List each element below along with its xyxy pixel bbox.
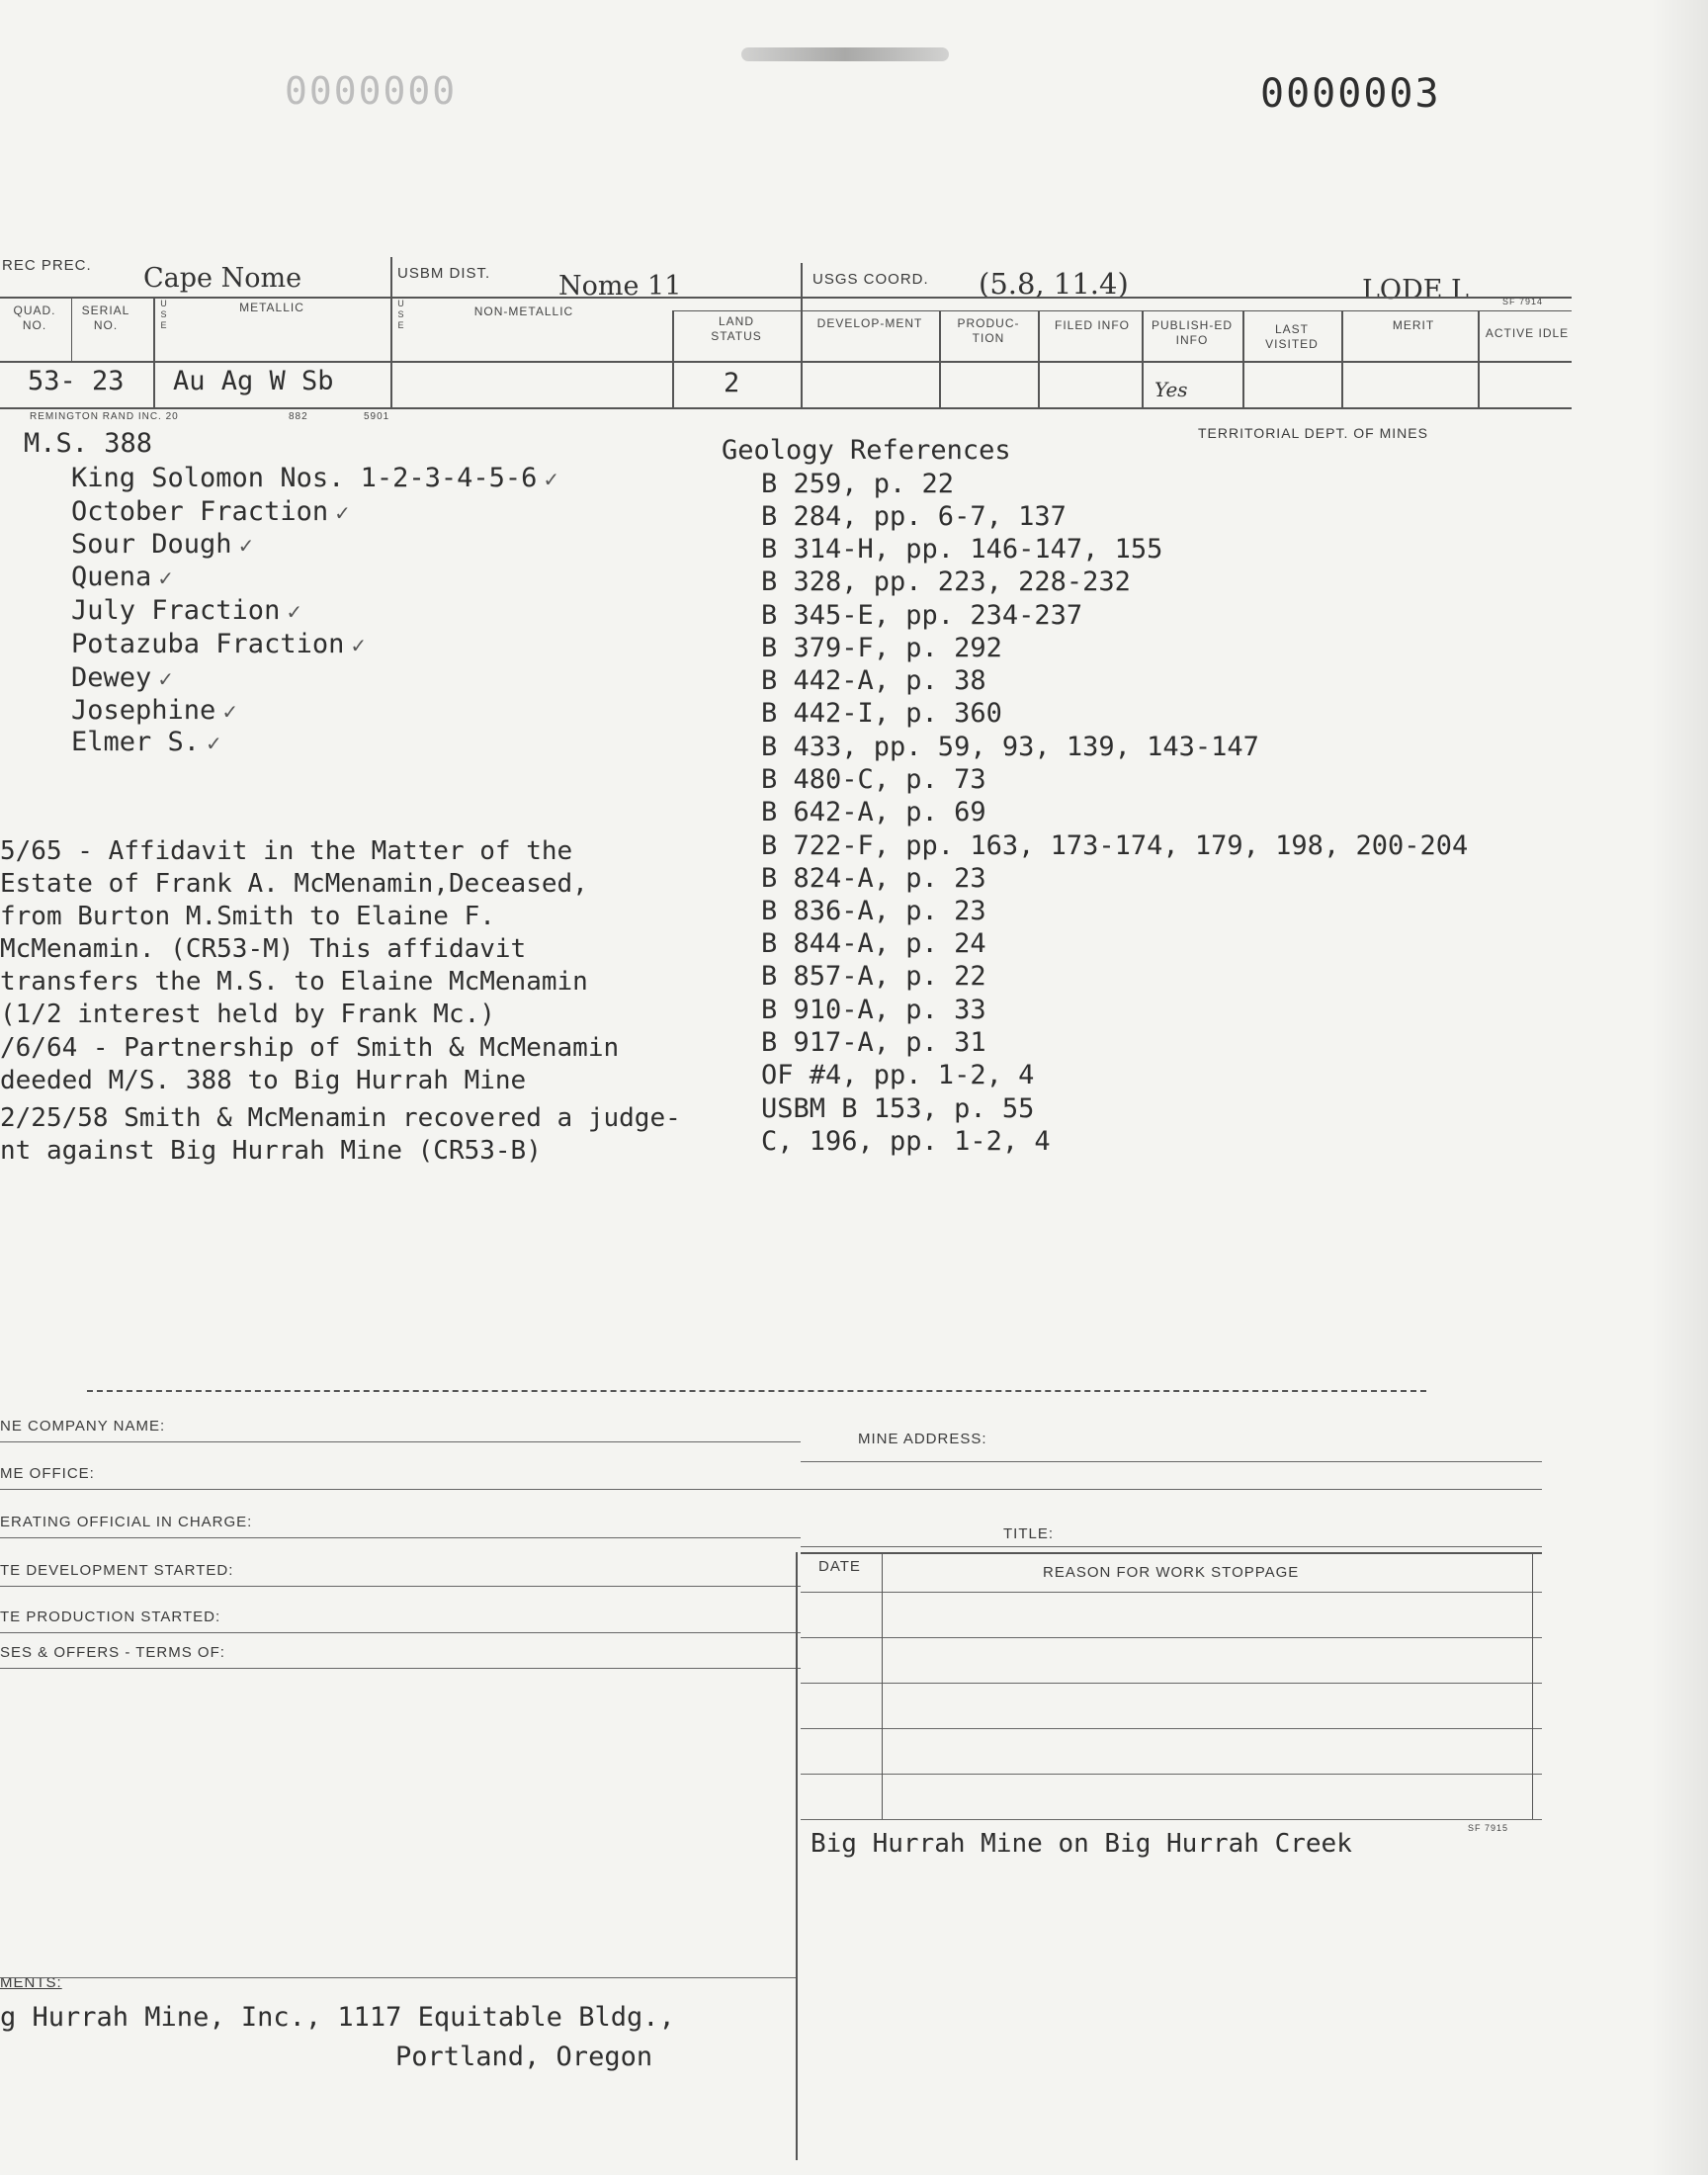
development-started-label: TE DEVELOPMENT STARTED: [0, 1562, 234, 1579]
geology-ref: B 722-F, pp. 163, 173-174, 179, 198, 200-204 [761, 830, 1469, 861]
history-line: McMenamin. (CR53-M) This affidavit [0, 934, 527, 964]
mine-address-label: MINE ADDRESS: [858, 1431, 987, 1447]
land-status-value: 2 [724, 368, 740, 398]
leases-offers-label: SES & OFFERS - TERMS OF: [0, 1644, 225, 1661]
usbm-dist-value: Nome 11 [558, 271, 682, 302]
col-merit: MERIT [1392, 318, 1435, 332]
dept-label: TERRITORIAL DEPT. OF MINES [1198, 425, 1428, 441]
owner-line-1: g Hurrah Mine, Inc., 1117 Equitable Bldg., [0, 2002, 675, 2033]
geology-ref: B 379-F, p. 292 [761, 633, 1002, 663]
claim-item [71, 629, 367, 659]
geology-ref: B 345-E, pp. 234-237 [761, 600, 1083, 631]
claim-name: Elmer S. [71, 727, 201, 757]
check-icon: ✓ [221, 700, 239, 724]
printer-line: REMINGTON RAND INC. 20 [30, 411, 179, 422]
lode-value: LODE L [1362, 275, 1469, 305]
geology-ref: B 857-A, p. 22 [761, 961, 986, 992]
geology-ref: B 442-A, p. 38 [761, 665, 986, 696]
claim-item [71, 595, 302, 626]
company-name-label: NE COMPANY NAME: [0, 1418, 166, 1435]
geology-heading: Geology References [722, 435, 1011, 466]
history-line: nt against Big Hurrah Mine (CR53-B) [0, 1136, 542, 1166]
history-line: deeded M/S. 388 to Big Hurrah Mine [0, 1066, 527, 1095]
owner-line-2: Portland, Oregon [395, 2042, 653, 2072]
history-line: 5/65 - Affidavit in the Matter of the [0, 836, 573, 866]
claim-name: Potazuba Fraction [71, 629, 345, 659]
claim-item [71, 662, 174, 693]
col-filed-info: FILED INFO [1054, 318, 1130, 332]
check-icon: ✓ [237, 534, 255, 558]
history-line: (1/2 interest held by Frank Mc.) [0, 1000, 495, 1029]
claim-item [71, 496, 351, 527]
history-line: Estate of Frank A. McMenamin,Deceased, [0, 869, 588, 899]
col-last-visited: LAST VISITED [1265, 322, 1319, 351]
geology-ref: B 259, p. 22 [761, 469, 955, 499]
usgs-coord-value: (5.8, 11.4) [979, 267, 1129, 301]
claim-item [71, 529, 254, 560]
title-label: TITLE: [1003, 1525, 1055, 1542]
record-number: 0000003 [1260, 71, 1441, 117]
col-active-idle: ACTIVE IDLE [1485, 326, 1570, 340]
form-code: SF 7914 [1502, 297, 1544, 306]
published-info-value: Yes [1154, 378, 1188, 401]
claim-item [71, 562, 174, 592]
claim-name: Quena [71, 562, 152, 592]
geology-ref: C, 196, pp. 1-2, 4 [761, 1126, 1051, 1157]
usgs-coord-label: USGS COORD. [812, 271, 929, 288]
clip-mark [741, 47, 949, 61]
history-line: 2/25/58 Smith & McMenamin recovered a judge- [0, 1103, 681, 1133]
small-form-code: SF 7915 [1468, 1823, 1509, 1833]
history-line: transfers the M.S. to Elaine McMenamin [0, 967, 588, 997]
rec-prec-label: REC PREC. [2, 257, 92, 274]
operating-official-label: ERATING OFFICIAL IN CHARGE: [0, 1514, 253, 1530]
geology-ref: OF #4, pp. 1-2, 4 [761, 1060, 1035, 1090]
claim-item [71, 463, 559, 493]
printer-code-2: 5901 [364, 411, 390, 422]
geology-ref: B 480-C, p. 73 [761, 764, 986, 795]
claim-name: Josephine [71, 695, 216, 726]
remark-text: Big Hurrah Mine on Big Hurrah Creek [811, 1829, 1352, 1859]
check-icon: ✓ [157, 566, 175, 590]
reason-column-header: REASON FOR WORK STOPPAGE [1043, 1564, 1300, 1581]
check-icon: ✓ [286, 600, 303, 624]
geology-ref: USBM B 153, p. 55 [761, 1093, 1035, 1124]
geology-ref: B 642-A, p. 69 [761, 797, 986, 827]
check-icon: ✓ [206, 732, 222, 755]
geology-ref: B 433, pp. 59, 93, 139, 143-147 [761, 732, 1259, 762]
home-office-label: ME OFFICE: [0, 1465, 95, 1482]
page-edge [1651, 0, 1708, 2175]
geology-ref: B 844-A, p. 24 [761, 928, 986, 959]
date-column-header: DATE [818, 1558, 861, 1575]
claim-name: October Fraction [71, 496, 329, 527]
check-icon: ✓ [350, 634, 368, 657]
geology-ref: B 284, pp. 6-7, 137 [761, 501, 1067, 532]
col-development: DEVELOP-MENT [816, 316, 923, 330]
claim-name: July Fraction [71, 595, 281, 626]
geology-ref: B 910-A, p. 33 [761, 995, 986, 1025]
faint-record-number: 0000000 [285, 69, 458, 113]
survey-number: M.S. 388 [24, 428, 153, 459]
metallic-value: Au Ag W Sb [173, 366, 334, 396]
claim-name: Dewey [71, 662, 152, 693]
claim-name: King Solomon Nos. 1-2-3-4-5-6 [71, 463, 538, 493]
check-icon: ✓ [157, 667, 175, 691]
usbm-dist-label: USBM DIST. [397, 265, 491, 282]
check-icon: ✓ [334, 501, 351, 525]
claim-name: Sour Dough [71, 529, 232, 560]
rec-prec-value: Cape Nome [143, 263, 302, 294]
col-published-info: PUBLISH-ED INFO [1151, 318, 1234, 347]
history-line: from Burton M.Smith to Elaine F. [0, 902, 495, 931]
geology-ref: B 824-A, p. 23 [761, 863, 986, 894]
geology-ref: B 917-A, p. 31 [761, 1027, 986, 1058]
geology-ref: B 442-I, p. 360 [761, 698, 1002, 729]
col-land-status: LAND STATUS [711, 314, 762, 343]
col-metallic: METALLIC [239, 301, 304, 314]
quad-serial-value: 53- 23 [28, 366, 125, 396]
claim-item [71, 695, 238, 726]
col-quad-no: QUAD. NO. [13, 304, 56, 332]
col-serial-no: SERIAL NO. [81, 304, 130, 332]
history-line: /6/64 - Partnership of Smith & McMenamin [0, 1033, 620, 1063]
col-use-2: U S E [397, 299, 405, 330]
geology-ref: B 314-H, pp. 146-147, 155 [761, 534, 1163, 565]
geology-ref: B 836-A, p. 23 [761, 896, 986, 926]
col-use: U S E [160, 299, 168, 330]
geology-ref: B 328, pp. 223, 228-232 [761, 566, 1131, 597]
printer-code-1: 882 [289, 411, 308, 422]
col-non-metallic: NON-METALLIC [473, 304, 574, 318]
check-icon: ✓ [543, 468, 560, 491]
comments-label: MENTS: [0, 1974, 62, 1991]
claim-item [71, 727, 222, 757]
production-started-label: TE PRODUCTION STARTED: [0, 1609, 221, 1625]
col-production: PRODUC-TION [957, 316, 1020, 345]
